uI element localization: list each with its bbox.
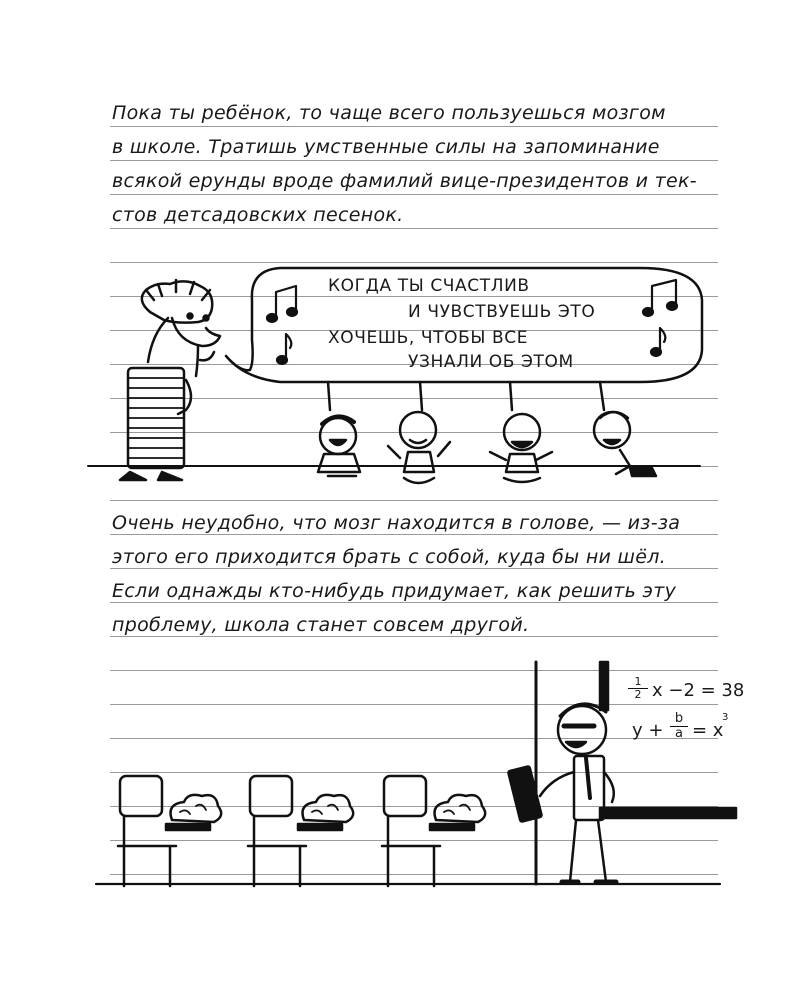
song-line: И ЧУВСТВУЕШЬ ЭТО [408, 302, 596, 322]
brain-icon [171, 795, 222, 822]
fraction-denominator: a [670, 726, 688, 741]
fraction-numerator: b [674, 711, 684, 726]
song-line: КОГДА ТЫ СЧАСТЛИВ [328, 276, 530, 296]
song-line: УЗНАЛИ ОБ ЭТОМ [408, 352, 574, 372]
equation-1: x −2 = 38 [652, 680, 745, 701]
equation-2-fraction [670, 712, 688, 741]
chair-with-brain [248, 776, 353, 886]
equation-1-fraction [628, 676, 648, 701]
paragraph-2-line: проблему, школа станет совсем другой. [112, 614, 530, 636]
equation-2-exponent: 3 [722, 712, 729, 723]
equation-2-left: y + [632, 720, 664, 741]
brain-icon [435, 795, 486, 822]
paragraph-1-line: всякой ерунды вроде фамилий вице-президентов и тек- [112, 170, 697, 192]
fraction-denominator: 2 [628, 688, 648, 701]
chair-with-brain [118, 776, 221, 886]
equation-2-right: = x [692, 720, 724, 741]
fraction-numerator: 1 [634, 675, 642, 688]
song-line: ХОЧЕШЬ, ЧТОБЫ ВСЕ [328, 328, 529, 348]
paragraph-2-line: Очень неудобно, что мозг находится в голове, — из-за [112, 512, 681, 534]
paragraph-1-line: стов детсадовских песенок. [112, 204, 404, 226]
brain-icon [303, 795, 354, 822]
paragraph-1-line: в школе. Тратишь умственные силы на запоминание [112, 136, 660, 158]
paragraph-1-line: Пока ты ребёнок, то чаще всего пользуешься мозгом [112, 102, 666, 124]
chair-with-brain [382, 776, 485, 886]
paragraph-2-line: этого его приходится брать с собой, куда бы ни шёл. [112, 546, 666, 568]
teacher-with-book [508, 704, 616, 882]
paragraph-2-line: Если однажды кто-нибудь придумает, как решить эту [112, 580, 677, 602]
